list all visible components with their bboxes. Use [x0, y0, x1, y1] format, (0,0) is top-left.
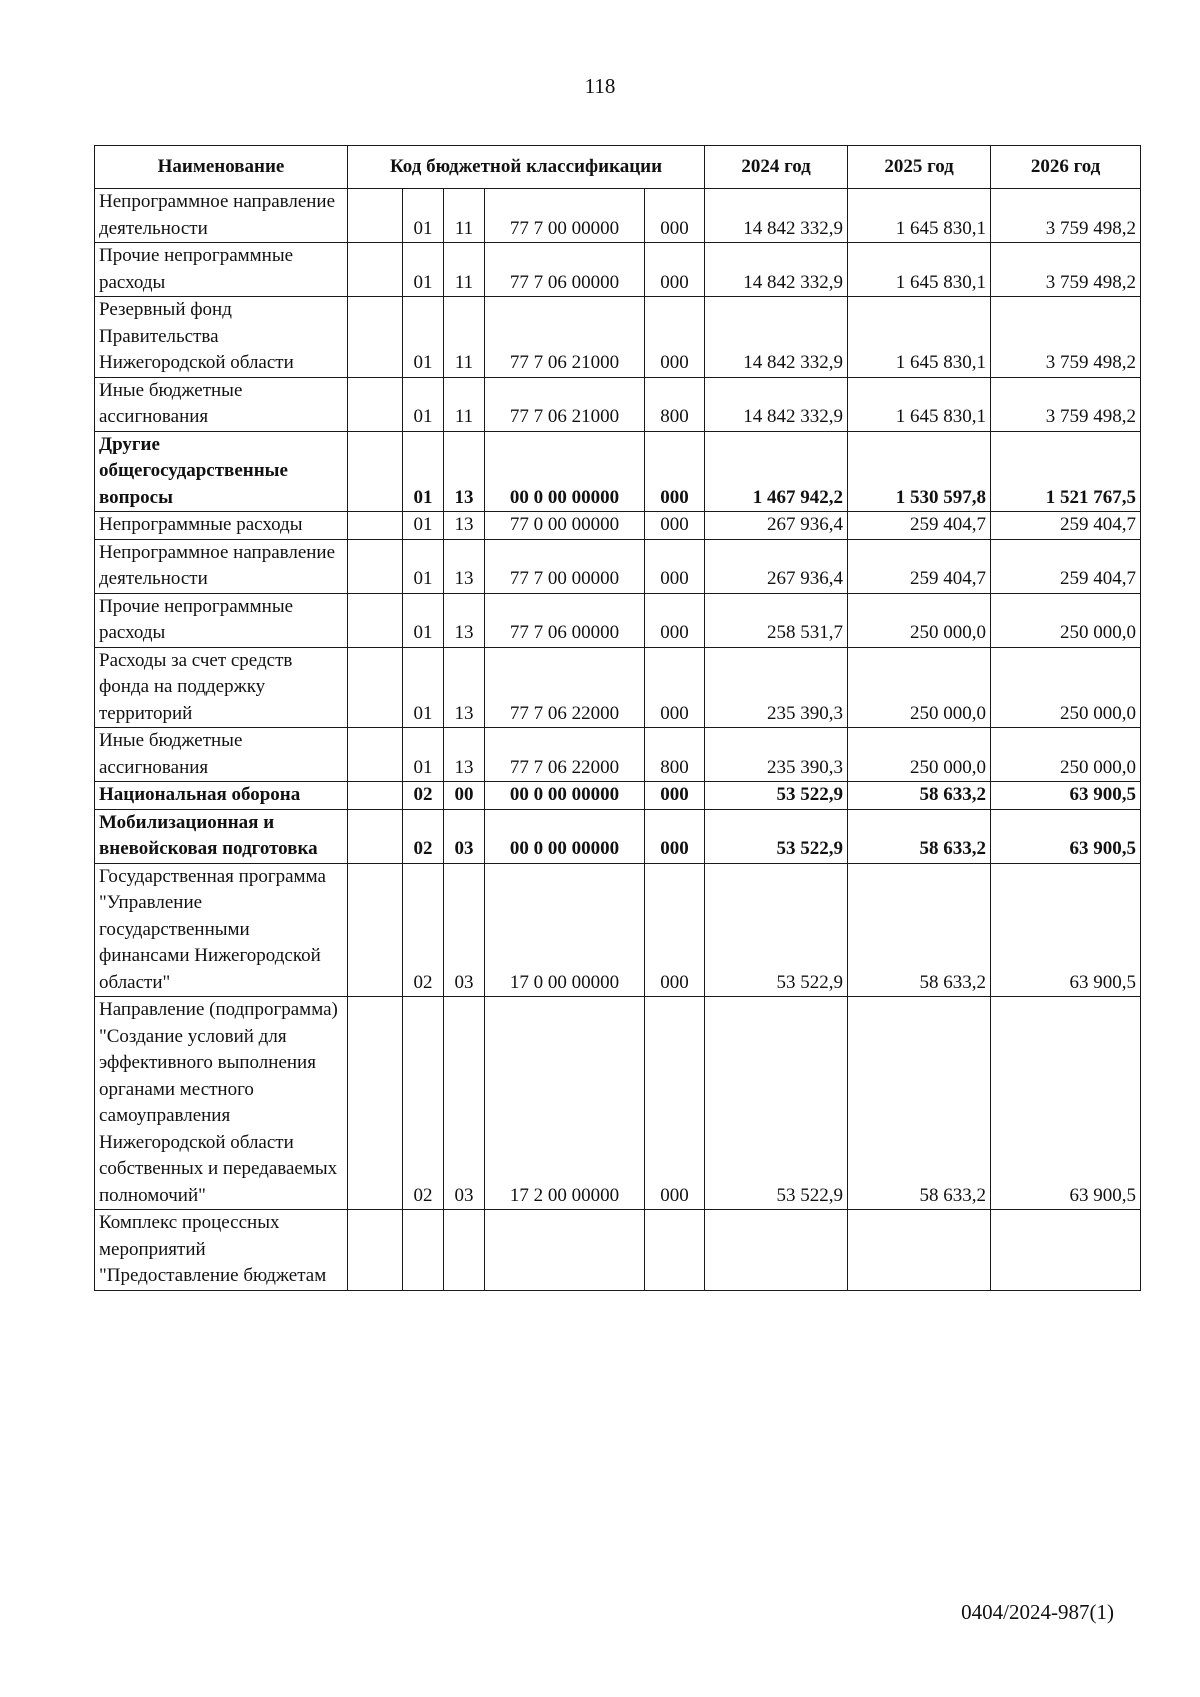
cell-amount-2025: 58 633,2	[848, 997, 991, 1210]
cell-expense-type: 000	[645, 539, 705, 593]
cell-name: Мобилизационная и вневойсковая подготовка	[95, 809, 348, 863]
cell-amount-2026: 3 759 498,2	[991, 243, 1141, 297]
cell-expense-type: 000	[645, 243, 705, 297]
cell-expense-type: 800	[645, 728, 705, 782]
cell-amount-2024: 14 842 332,9	[705, 377, 848, 431]
cell-blank	[348, 539, 403, 593]
table-row	[95, 863, 1141, 997]
table-body	[95, 189, 1141, 1291]
table-row	[95, 243, 1141, 297]
cell-name: Прочие непрограммные расходы	[95, 593, 348, 647]
header-2024: 2024 год	[705, 146, 848, 189]
cell-blank	[348, 431, 403, 512]
cell-subsection: 03	[444, 863, 485, 997]
cell-blank	[348, 997, 403, 1210]
cell-amount-2025: 259 404,7	[848, 512, 991, 540]
cell-target-article: 17 2 00 00000	[485, 997, 645, 1210]
cell-expense-type: 800	[645, 377, 705, 431]
cell-section: 01	[403, 593, 444, 647]
table-row	[95, 377, 1141, 431]
cell-amount-2026: 3 759 498,2	[991, 297, 1141, 378]
cell-name: Непрограммные расходы	[95, 512, 348, 540]
cell-section: 01	[403, 728, 444, 782]
cell-expense-type: 000	[645, 863, 705, 997]
cell-target-article: 77 7 06 22000	[485, 728, 645, 782]
cell-blank	[348, 377, 403, 431]
page-number: 118	[584, 74, 616, 98]
cell-target-article: 77 0 00 00000	[485, 512, 645, 540]
cell-subsection: 11	[444, 243, 485, 297]
cell-blank	[348, 1210, 403, 1291]
table-row	[95, 997, 1141, 1210]
cell-blank	[348, 809, 403, 863]
cell-amount-2026: 1 521 767,5	[991, 431, 1141, 512]
cell-amount-2026: 250 000,0	[991, 728, 1141, 782]
cell-expense-type: 000	[645, 512, 705, 540]
cell-subsection: 11	[444, 377, 485, 431]
cell-amount-2025: 58 633,2	[848, 809, 991, 863]
header-code: Код бюджетной классификации	[348, 146, 705, 189]
cell-amount-2026: 250 000,0	[991, 593, 1141, 647]
table-header-row	[95, 146, 1141, 189]
table-row	[95, 539, 1141, 593]
cell-subsection: 00	[444, 782, 485, 810]
cell-amount-2025: 1 645 830,1	[848, 297, 991, 378]
cell-amount-2026: 63 900,5	[991, 863, 1141, 997]
cell-blank	[348, 728, 403, 782]
cell-target-article: 77 7 06 00000	[485, 243, 645, 297]
cell-amount-2024: 267 936,4	[705, 539, 848, 593]
cell-amount-2024: 14 842 332,9	[705, 243, 848, 297]
cell-name: Иные бюджетные ассигнования	[95, 728, 348, 782]
cell-amount-2025: 58 633,2	[848, 863, 991, 997]
cell-amount-2025: 1 530 597,8	[848, 431, 991, 512]
cell-blank	[348, 297, 403, 378]
cell-amount-2026	[991, 1210, 1141, 1291]
table-row	[95, 647, 1141, 728]
cell-name: Государственная программа "Управление государственными финансами Нижегородской области"	[95, 863, 348, 997]
table-row	[95, 431, 1141, 512]
cell-amount-2026: 259 404,7	[991, 539, 1141, 593]
cell-subsection: 13	[444, 512, 485, 540]
cell-amount-2024: 14 842 332,9	[705, 297, 848, 378]
cell-section: 01	[403, 189, 444, 243]
cell-expense-type: 000	[645, 809, 705, 863]
cell-subsection: 13	[444, 431, 485, 512]
table-row	[95, 1210, 1141, 1291]
cell-target-article: 00 0 00 00000	[485, 809, 645, 863]
cell-amount-2025: 250 000,0	[848, 647, 991, 728]
cell-amount-2026: 250 000,0	[991, 647, 1141, 728]
header-2025: 2025 год	[848, 146, 991, 189]
cell-amount-2024: 267 936,4	[705, 512, 848, 540]
header-name: Наименование	[95, 146, 348, 189]
cell-amount-2025	[848, 1210, 991, 1291]
cell-blank	[348, 863, 403, 997]
cell-amount-2024: 53 522,9	[705, 809, 848, 863]
cell-section: 02	[403, 997, 444, 1210]
table-row	[95, 728, 1141, 782]
cell-amount-2024: 235 390,3	[705, 647, 848, 728]
cell-section: 01	[403, 297, 444, 378]
cell-amount-2024: 53 522,9	[705, 782, 848, 810]
cell-amount-2024: 235 390,3	[705, 728, 848, 782]
cell-section: 01	[403, 243, 444, 297]
cell-amount-2026: 259 404,7	[991, 512, 1141, 540]
cell-blank	[348, 647, 403, 728]
cell-name: Расходы за счет средств фонда на поддержку территорий	[95, 647, 348, 728]
cell-target-article: 00 0 00 00000	[485, 782, 645, 810]
cell-name: Комплекс процессных мероприятий "Предоставление бюджетам	[95, 1210, 348, 1291]
header-2026: 2026 год	[991, 146, 1141, 189]
cell-amount-2025: 250 000,0	[848, 593, 991, 647]
cell-target-article: 77 7 06 21000	[485, 297, 645, 378]
cell-target-article: 00 0 00 00000	[485, 431, 645, 512]
cell-name: Направление (подпрограмма) "Создание условий для эффективного выполнения органами местного самоуправления Нижегородской области собственных и передаваемых полномочий"	[95, 997, 348, 1210]
cell-expense-type: 000	[645, 647, 705, 728]
cell-subsection: 03	[444, 809, 485, 863]
cell-subsection: 03	[444, 997, 485, 1210]
cell-target-article: 77 7 00 00000	[485, 189, 645, 243]
cell-target-article: 77 7 06 21000	[485, 377, 645, 431]
cell-amount-2024: 14 842 332,9	[705, 189, 848, 243]
cell-expense-type: 000	[645, 997, 705, 1210]
cell-section: 01	[403, 647, 444, 728]
cell-section: 01	[403, 431, 444, 512]
cell-subsection: 11	[444, 297, 485, 378]
cell-section: 01	[403, 539, 444, 593]
cell-blank	[348, 189, 403, 243]
cell-amount-2024	[705, 1210, 848, 1291]
cell-target-article: 17 0 00 00000	[485, 863, 645, 997]
cell-subsection: 13	[444, 593, 485, 647]
cell-target-article: 77 7 00 00000	[485, 539, 645, 593]
cell-expense-type: 000	[645, 782, 705, 810]
cell-expense-type: 000	[645, 189, 705, 243]
cell-section: 02	[403, 782, 444, 810]
cell-name: Непрограммное направление деятельности	[95, 189, 348, 243]
cell-target-article: 77 7 06 00000	[485, 593, 645, 647]
table-row	[95, 809, 1141, 863]
cell-subsection: 13	[444, 728, 485, 782]
cell-name: Иные бюджетные ассигнования	[95, 377, 348, 431]
cell-amount-2024: 53 522,9	[705, 863, 848, 997]
cell-expense-type: 000	[645, 431, 705, 512]
cell-amount-2024: 258 531,7	[705, 593, 848, 647]
cell-blank	[348, 243, 403, 297]
cell-expense-type: 000	[645, 297, 705, 378]
document-code: 0404/2024-987(1)	[961, 1600, 1114, 1624]
cell-expense-type: 000	[645, 593, 705, 647]
cell-blank	[348, 782, 403, 810]
table-row	[95, 782, 1141, 810]
table-row	[95, 593, 1141, 647]
cell-expense-type	[645, 1210, 705, 1291]
cell-section	[403, 1210, 444, 1291]
cell-amount-2024: 53 522,9	[705, 997, 848, 1210]
cell-subsection: 11	[444, 189, 485, 243]
cell-section: 01	[403, 512, 444, 540]
budget-table	[94, 145, 1141, 1291]
table-row	[95, 297, 1141, 378]
cell-amount-2026: 63 900,5	[991, 809, 1141, 863]
cell-name: Прочие непрограммные расходы	[95, 243, 348, 297]
cell-blank	[348, 512, 403, 540]
cell-name: Другие общегосударственные вопросы	[95, 431, 348, 512]
cell-amount-2025: 58 633,2	[848, 782, 991, 810]
cell-name: Непрограммное направление деятельности	[95, 539, 348, 593]
cell-blank	[348, 593, 403, 647]
cell-amount-2025: 250 000,0	[848, 728, 991, 782]
cell-section: 01	[403, 377, 444, 431]
cell-target-article	[485, 1210, 645, 1291]
cell-section: 02	[403, 809, 444, 863]
cell-name: Национальная оборона	[95, 782, 348, 810]
cell-name: Резервный фонд Правительства Нижегородской области	[95, 297, 348, 378]
cell-subsection: 13	[444, 539, 485, 593]
cell-amount-2025: 1 645 830,1	[848, 377, 991, 431]
table-row	[95, 189, 1141, 243]
cell-subsection	[444, 1210, 485, 1291]
cell-subsection: 13	[444, 647, 485, 728]
cell-amount-2026: 3 759 498,2	[991, 189, 1141, 243]
cell-amount-2026: 3 759 498,2	[991, 377, 1141, 431]
table-row	[95, 512, 1141, 540]
cell-amount-2025: 1 645 830,1	[848, 189, 991, 243]
cell-amount-2025: 1 645 830,1	[848, 243, 991, 297]
cell-amount-2025: 259 404,7	[848, 539, 991, 593]
cell-amount-2024: 1 467 942,2	[705, 431, 848, 512]
cell-amount-2026: 63 900,5	[991, 997, 1141, 1210]
cell-amount-2026: 63 900,5	[991, 782, 1141, 810]
cell-section: 02	[403, 863, 444, 997]
cell-target-article: 77 7 06 22000	[485, 647, 645, 728]
